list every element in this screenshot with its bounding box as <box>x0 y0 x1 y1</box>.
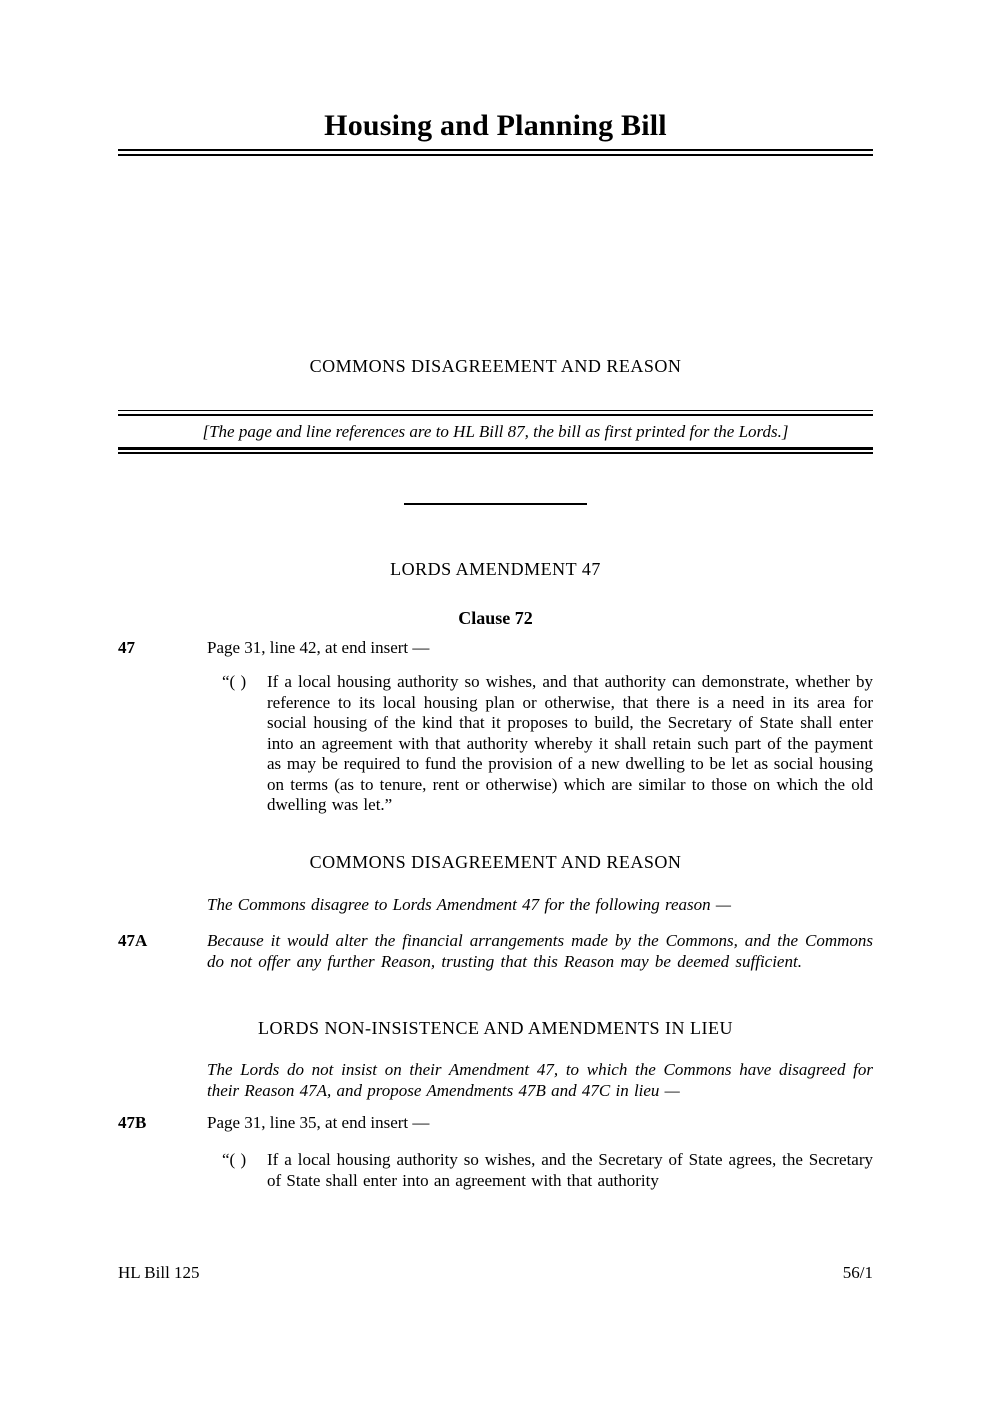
amendment-47b-number: 47B <box>118 1113 147 1132</box>
commons-disagreement-heading-top: COMMONS DISAGREEMENT AND REASON <box>309 356 682 376</box>
page-footer <box>118 1262 873 1283</box>
amendment-47-quoted-text <box>222 672 873 816</box>
amendment-47-item <box>118 638 873 659</box>
non-insistence-heading: LORDS NON-INSISTENCE AND AMENDMENTS IN LIEU <box>258 1018 733 1038</box>
reference-note-box <box>118 410 873 454</box>
amendment-47-instruction: Page 31, line 42, at end insert — <box>207 638 430 657</box>
document-title: Housing and Planning Bill <box>324 109 667 142</box>
footer-bill-number: HL Bill 125 <box>118 1263 200 1282</box>
clause-heading: Clause 72 <box>458 608 533 628</box>
quote-marker: “( ) <box>222 672 247 691</box>
amendment-47b-item <box>118 1113 873 1134</box>
quote-text: If a local housing authority so wishes, and the Secretary of State agrees, the Secretary of State shall enter into an agreement with that authority <box>267 1150 873 1190</box>
amendment-47b-instruction: Page 31, line 35, at end insert — <box>207 1113 430 1132</box>
rule-line <box>118 452 873 453</box>
separator-rule <box>404 503 587 505</box>
amendment-47-number: 47 <box>118 638 135 657</box>
lords-amendment-heading: LORDS AMENDMENT 47 <box>390 559 601 579</box>
non-insistence-intro: The Lords do not insist on their Amendment 47, to which the Commons have disagreed for their Reason 47A, and propose Amendments 47B and 47C in lieu — <box>207 1060 873 1100</box>
disagreement-intro: The Commons disagree to Lords Amendment 47 for the following reason — <box>207 895 731 914</box>
reason-47a-text: Because it would alter the financial arrangements made by the Commons, and the Commons do not offer any further Reason, trusting that this Reason may be deemed sufficient. <box>207 931 873 971</box>
reference-note-text: [The page and line references are to HL Bill 87, the bill as first printed for the Lords.] <box>202 422 789 442</box>
quote-marker: “( ) <box>222 1150 247 1169</box>
rule-line <box>118 154 873 156</box>
reason-47a-number: 47A <box>118 931 148 950</box>
quote-text: If a local housing authority so wishes, and that authority can demonstrate, whether by reference to its local housing plan or otherwise, that there is a need in its area for social housing of the kind that it proposes to build, the Secretary of State shall enter into an agreement with that authority whereby it shall retain such part of the payment as may be required to fund the provision of a new dwelling to be let as social housing on terms (as to tenure, rent or otherwise) which are similar to those on which the old dwelling was let.” <box>267 672 873 814</box>
amendment-47b-quoted-text <box>222 1150 873 1191</box>
reason-47a-item <box>118 930 873 972</box>
footer-session-number: 56/1 <box>842 1263 873 1282</box>
commons-disagreement-heading: COMMONS DISAGREEMENT AND REASON <box>309 852 682 872</box>
title-double-rule <box>118 149 873 156</box>
